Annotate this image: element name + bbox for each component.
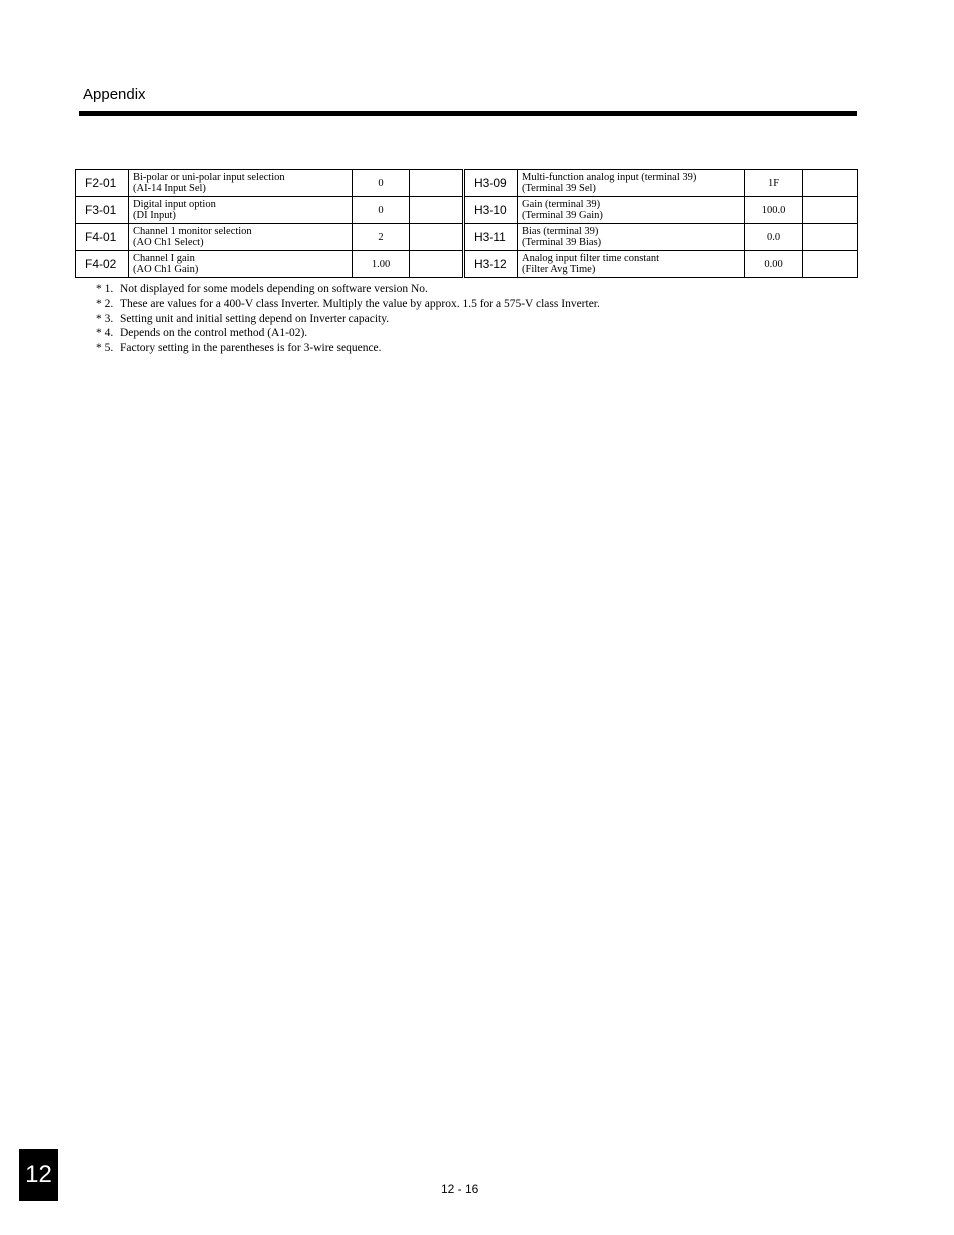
param-name-line: (Terminal 39 Sel) [522, 182, 596, 194]
footnote-mark: * 1. [96, 283, 114, 295]
param-setting: 1F [745, 170, 803, 197]
param-blank-cell [803, 251, 858, 278]
param-no: F3-01 [76, 197, 129, 224]
footnote-mark: * 3. [96, 312, 114, 325]
param-name [129, 197, 353, 224]
param-name-line: (AO Ch1 Gain) [133, 263, 199, 275]
param-name-line: (Terminal 39 Gain) [522, 209, 603, 221]
param-blank-cell [803, 224, 858, 251]
param-name-line: Channel I gain [133, 253, 195, 264]
header-rule [79, 111, 857, 116]
param-name [518, 170, 745, 197]
footnote [96, 297, 600, 312]
param-setting: 100.0 [745, 197, 803, 224]
param-name-line: (AO Ch1 Select) [133, 236, 204, 248]
footnote-text: Depends on the control method (A1-02). [120, 327, 308, 340]
chapter-tab: 12 [19, 1149, 58, 1201]
footnote [96, 282, 600, 297]
param-no: H3-09 [464, 170, 518, 197]
param-name-line: (Terminal 39 Bias) [522, 236, 602, 248]
param-no: F4-01 [76, 224, 129, 251]
footnote [96, 341, 600, 356]
param-name [518, 197, 745, 224]
param-no: F4-02 [76, 251, 129, 278]
param-blank-cell [803, 197, 858, 224]
param-setting: 1.00 [353, 251, 410, 278]
param-name-line: Digital input option [133, 199, 216, 210]
param-setting: 0.0 [745, 224, 803, 251]
param-setting: 2 [353, 224, 410, 251]
footnotes [96, 282, 600, 356]
param-name-line: (AI-14 Input Sel) [133, 182, 206, 194]
param-blank-cell [410, 251, 464, 278]
param-name-line: Analog input filter time constant [522, 253, 660, 264]
param-no: H3-12 [464, 251, 518, 278]
param-name [129, 170, 353, 197]
param-blank-cell [410, 224, 464, 251]
param-blank-cell [803, 170, 858, 197]
footnote [96, 312, 600, 327]
param-name [129, 224, 353, 251]
param-no: H3-10 [464, 197, 518, 224]
footnote-mark: * 2. [96, 297, 114, 310]
page-number: 12 - 16 [441, 1182, 479, 1196]
param-name-line: Gain (terminal 39) [522, 199, 601, 210]
param-blank-cell [410, 197, 464, 224]
param-no: H3-11 [464, 224, 518, 251]
param-name-line: Channel 1 monitor selection [133, 226, 252, 237]
param-no: F2-01 [76, 170, 129, 197]
footnote [96, 326, 600, 341]
param-blank-cell [410, 170, 464, 197]
table-row [76, 170, 858, 197]
footnote-text: These are values for a 400-V class Inverter. Multiply the value by approx. 1.5 for a 575-V class Inverter. [120, 297, 600, 310]
table-row [76, 251, 858, 278]
param-name [518, 251, 745, 278]
footnote-text: Not displayed for some models depending on software version No. [120, 283, 428, 295]
section-title: Appendix [83, 86, 146, 103]
table-row [76, 224, 858, 251]
param-name [129, 251, 353, 278]
param-name-line: Bi-polar or uni-polar input selection [133, 172, 285, 183]
param-name-line: Multi-function analog input (terminal 39) [522, 172, 697, 183]
footnote-text: Factory setting in the parentheses is for 3-wire sequence. [120, 342, 382, 355]
footnote-text: Setting unit and initial setting depend on Inverter capacity. [120, 312, 390, 325]
param-setting: 0 [353, 197, 410, 224]
parameter-table [75, 169, 858, 278]
param-name-line: (DI Input) [133, 209, 176, 221]
param-setting: 0 [353, 170, 410, 197]
param-name [518, 224, 745, 251]
param-setting: 0.00 [745, 251, 803, 278]
param-name-line: Bias (terminal 39) [522, 226, 599, 237]
footnote-mark: * 4. [96, 327, 114, 340]
param-name-line: (Filter Avg Time) [522, 263, 596, 275]
footnote-mark: * 5. [96, 342, 114, 355]
table-row [76, 197, 858, 224]
